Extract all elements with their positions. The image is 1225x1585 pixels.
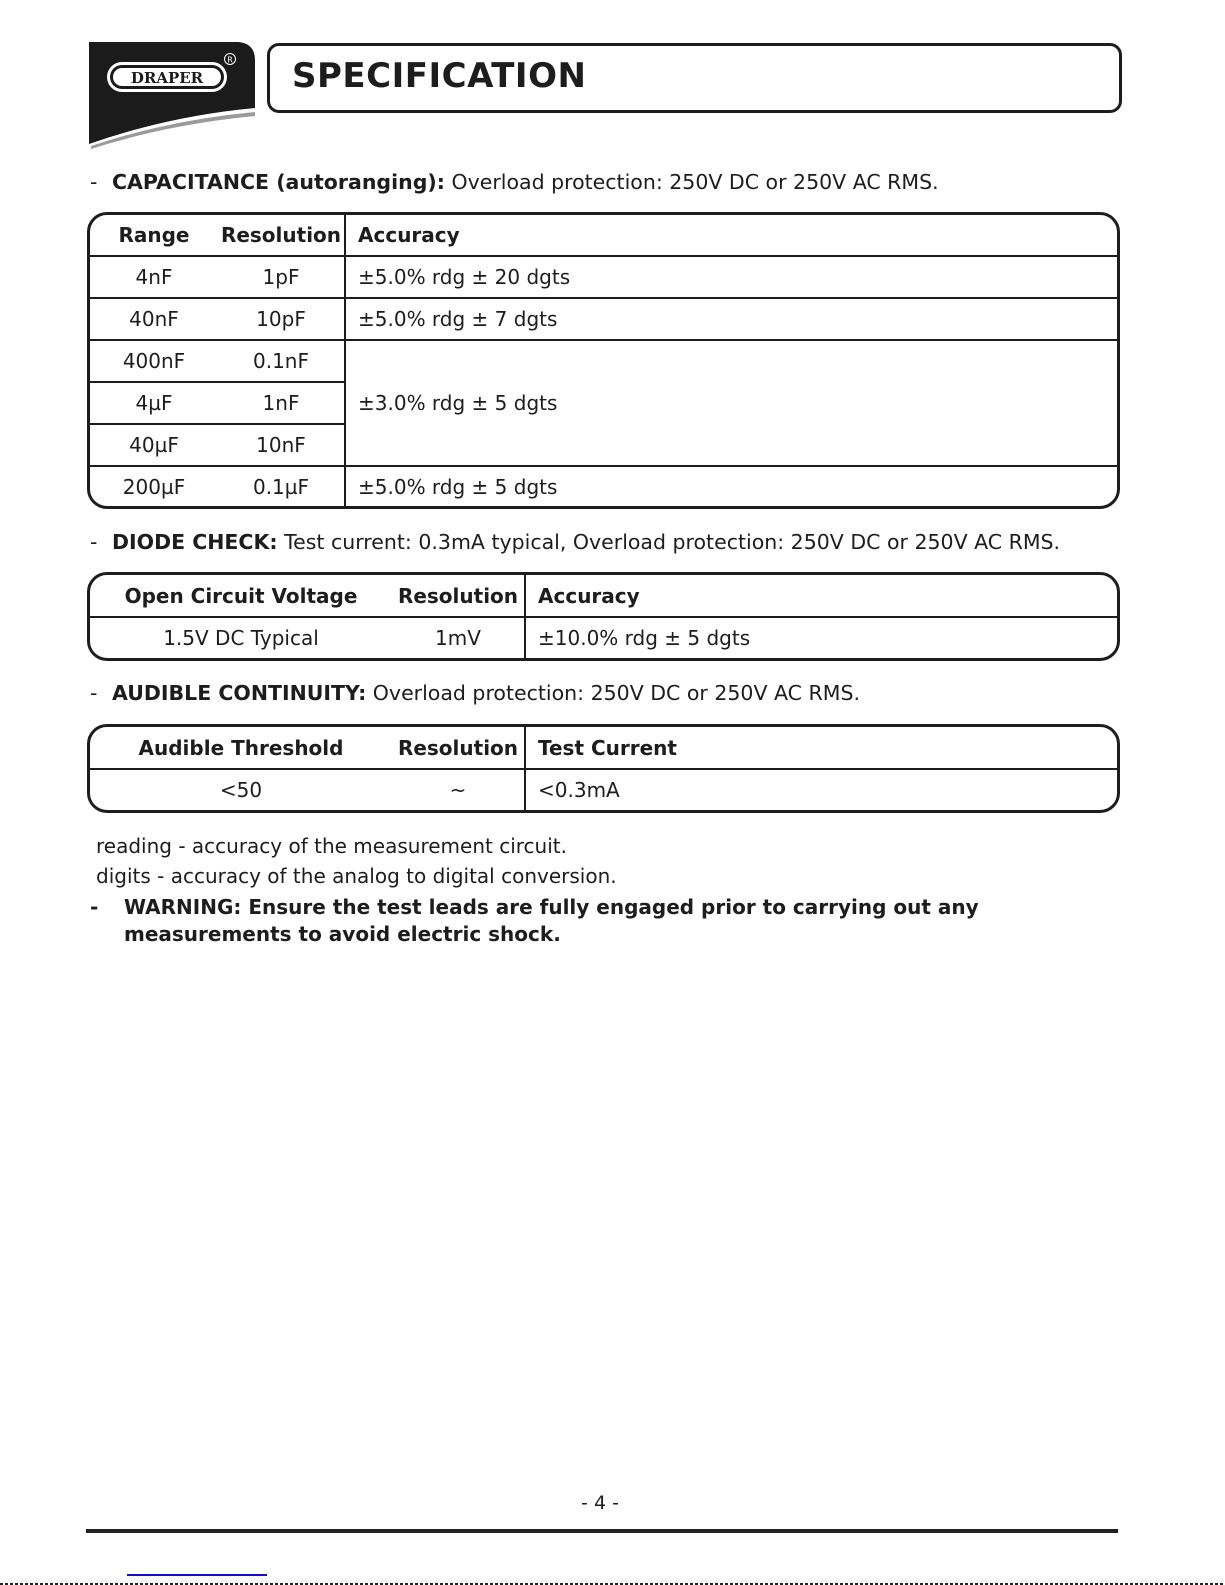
column-header-accuracy: Accuracy xyxy=(344,215,1117,255)
table-cell-resolution: 0.1µF xyxy=(218,465,344,506)
table-cell-range: 40µF xyxy=(90,423,218,465)
bullet-dash: - xyxy=(90,681,98,705)
column-header-accuracy: Accuracy xyxy=(524,575,1117,616)
page-title: SPECIFICATION xyxy=(292,56,587,96)
table-cell-threshold: <50 xyxy=(219,778,263,802)
table-row xyxy=(90,616,1117,658)
diode-heading: DIODE CHECK: xyxy=(112,530,278,554)
table-cell-range: 40nF xyxy=(90,297,218,339)
capacitance-heading: CAPACITANCE (autoranging): xyxy=(112,170,445,194)
table-cell-range: 400nF xyxy=(90,339,218,381)
warning-text-line2: measurements to avoid electric shock. xyxy=(124,922,561,946)
warning-text-line1: WARNING: Ensure the test leads are fully engaged prior to carrying out any xyxy=(124,895,979,919)
column-header-resolution: Resolution xyxy=(397,583,519,608)
column-header-resolution: Resolution xyxy=(220,223,342,247)
column-header-range: Range xyxy=(118,223,190,247)
bullet-dash: - xyxy=(90,530,98,554)
table-cell-accuracy: ±5.0% rdg ± 7 dgts xyxy=(344,297,1117,339)
table-cell-resolution: 1pF xyxy=(218,255,344,297)
table-cell-resolution: 1nF xyxy=(218,381,344,423)
table-cell-accuracy: ±5.0% rdg ± 5 dgts xyxy=(344,465,1117,506)
continuity-table xyxy=(87,724,1120,813)
capacitance-intro xyxy=(90,170,939,194)
continuity-description: Overload protection: 250V DC or 250V AC RMS. xyxy=(366,681,860,705)
table-header-row xyxy=(90,727,1117,768)
continuity-intro xyxy=(90,681,860,705)
table-cell-accuracy-merged: ±3.0% rdg ± 5 dgts xyxy=(344,339,1117,465)
table-cell-resolution: 1mV xyxy=(435,626,481,650)
page-number: - 4 - xyxy=(581,1492,619,1514)
note-digits: digits - accuracy of the analog to digital conversion. xyxy=(96,864,617,888)
diode-intro xyxy=(90,530,1060,554)
draper-logo xyxy=(89,42,257,148)
column-header-open-circuit-voltage: Open Circuit Voltage xyxy=(124,583,358,608)
table-cell-resolution: 10nF xyxy=(218,423,344,465)
column-header-test-current: Test Current xyxy=(524,727,1117,768)
table-cell-resolution: 0.1nF xyxy=(218,339,344,381)
column-header-audible-threshold: Audible Threshold xyxy=(138,735,344,760)
capacitance-table xyxy=(87,212,1120,509)
bullet-dash: - xyxy=(90,170,98,194)
table-cell-voltage: 1.5V DC Typical xyxy=(163,626,319,650)
table-cell-accuracy: ±10.0% rdg ± 5 dgts xyxy=(524,618,1117,658)
table-cell-resolution: ~ xyxy=(449,778,467,802)
page-title-box xyxy=(267,43,1122,113)
note-reading: reading - accuracy of the measurement circuit. xyxy=(96,834,567,858)
warning-note xyxy=(90,894,979,948)
column-header-resolution: Resolution xyxy=(397,735,519,760)
table-cell-resolution: 10pF xyxy=(218,297,344,339)
logo-graphic xyxy=(89,42,257,150)
diode-table xyxy=(87,572,1120,661)
svg-text:R: R xyxy=(227,55,233,65)
link-underline[interactable] xyxy=(127,1574,267,1576)
table-cell-test-current: <0.3mA xyxy=(524,770,1117,810)
table-header-row xyxy=(90,575,1117,616)
table-cell-range: 200µF xyxy=(90,465,218,506)
table-cell-range: 4µF xyxy=(90,381,218,423)
footer-divider xyxy=(86,1529,1118,1533)
bullet-dash: - xyxy=(90,895,99,919)
capacitance-description: Overload protection: 250V DC or 250V AC RMS. xyxy=(444,170,939,194)
table-cell-range: 4nF xyxy=(90,255,218,297)
continuity-heading: AUDIBLE CONTINUITY: xyxy=(112,681,367,705)
table-row xyxy=(90,768,1117,810)
svg-text:DRAPER: DRAPER xyxy=(130,69,204,87)
diode-description: Test current: 0.3mA typical, Overload protection: 250V DC or 250V AC RMS. xyxy=(277,530,1061,554)
table-cell-accuracy: ±5.0% rdg ± 20 dgts xyxy=(344,255,1117,297)
